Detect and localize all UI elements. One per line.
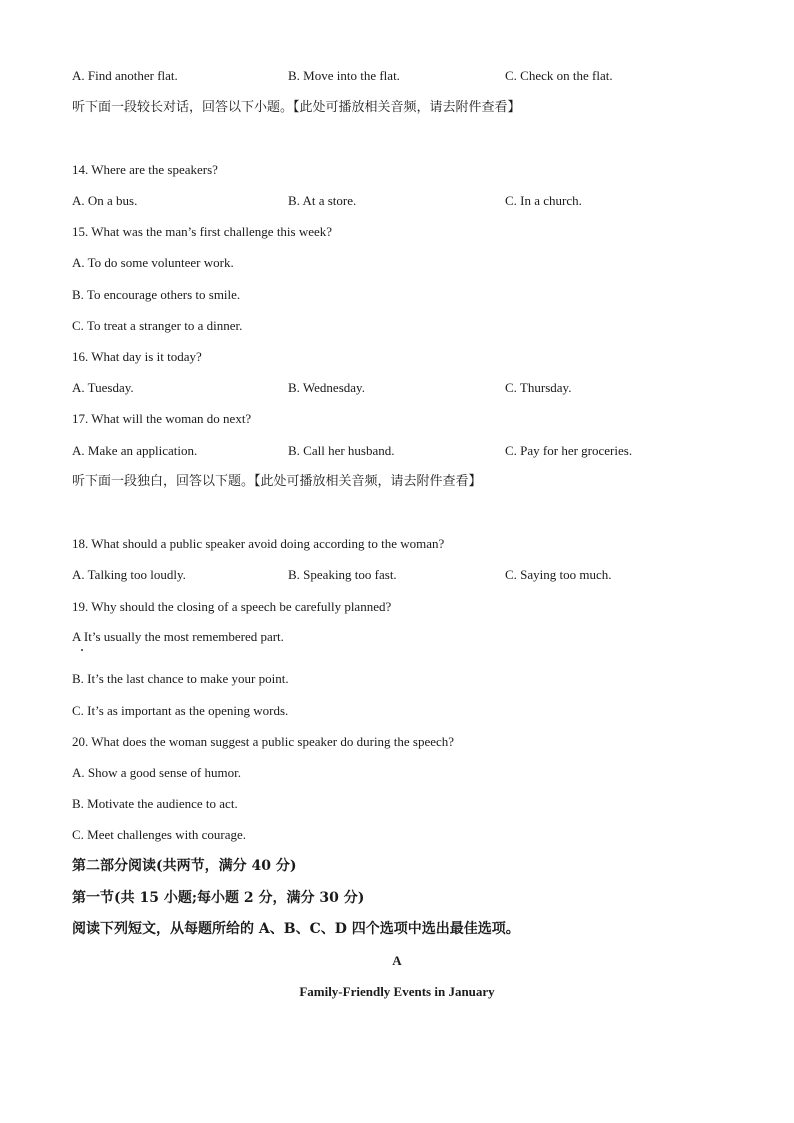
q14-stem: 14. Where are the speakers? [72,162,218,177]
passage-title: Family-Friendly Events in January [299,984,495,999]
q20-stem: 20. What does the woman suggest a public speaker do during the speech? [72,734,455,749]
part2-title: 第二部分阅读(共两节，满分 40 分) [72,858,297,874]
q19-option-a: A It’s usually the most remembered part. [72,629,284,644]
q15-option-a: A. To do some volunteer work. [72,255,234,270]
q16-option-b: B. Wednesday. [288,380,365,395]
passage-letter: A [392,953,402,968]
q20-option-a: A. Show a good sense of humor. [72,765,241,780]
q18-option-a: A. Talking too loudly. [72,567,186,582]
q20-option-b: B. Motivate the audience to act. [72,796,238,811]
q18-stem: 18. What should a public speaker avoid doing according to the woman? [72,536,445,551]
stray-dot [81,649,83,651]
q14-option-c: C. In a church. [505,193,582,208]
q15-option-c: C. To treat a stranger to a dinner. [72,318,243,333]
q13-option-c: C. Check on the flat. [505,68,613,83]
q15-option-b: B. To encourage others to smile. [72,287,241,302]
q19-stem: 19. Why should the closing of a speech be carefully planned? [72,599,392,614]
q15-stem: 15. What was the man’s first challenge this week? [72,224,333,239]
q14-option-b: B. At a store. [288,193,357,208]
q19-option-c: C. It’s as important as the opening words. [72,703,289,718]
section1-title: 第一节(共 15 小题;每小题 2 分，满分 30 分) [72,890,365,906]
q16-option-c: C. Thursday. [505,380,572,395]
q20-option-c: C. Meet challenges with courage. [72,827,246,842]
section-instruction-monologue: 听下面一段独白，回答以下题。【此处可播放相关音频，请去附件查看】 [72,474,482,489]
q17-option-c: C. Pay for her groceries. [505,443,633,458]
q14-option-a: A. On a bus. [72,193,138,208]
q16-option-a: A. Tuesday. [72,380,134,395]
q17-stem: 17. What will the woman do next? [72,411,252,426]
q13-option-a: A. Find another flat. [72,68,178,83]
q17-option-b: B. Call her husband. [288,443,395,458]
q16-stem: 16. What day is it today? [72,349,202,364]
q17-option-a: A. Make an application. [72,443,198,458]
section-instruction-long-dialogue: 听下面一段较长对话，回答以下小题。【此处可播放相关音频，请去附件查看】 [72,100,521,115]
q18-option-c: C. Saying too much. [505,567,612,582]
q19-option-b: B. It’s the last chance to make your point. [72,671,289,686]
reading-instructions: 阅读下列短文，从每题所给的 A、B、C、D 四个选项中选出最佳选项。 [72,921,520,937]
q18-option-b: B. Speaking too fast. [288,567,397,582]
q13-option-b: B. Move into the flat. [288,68,400,83]
